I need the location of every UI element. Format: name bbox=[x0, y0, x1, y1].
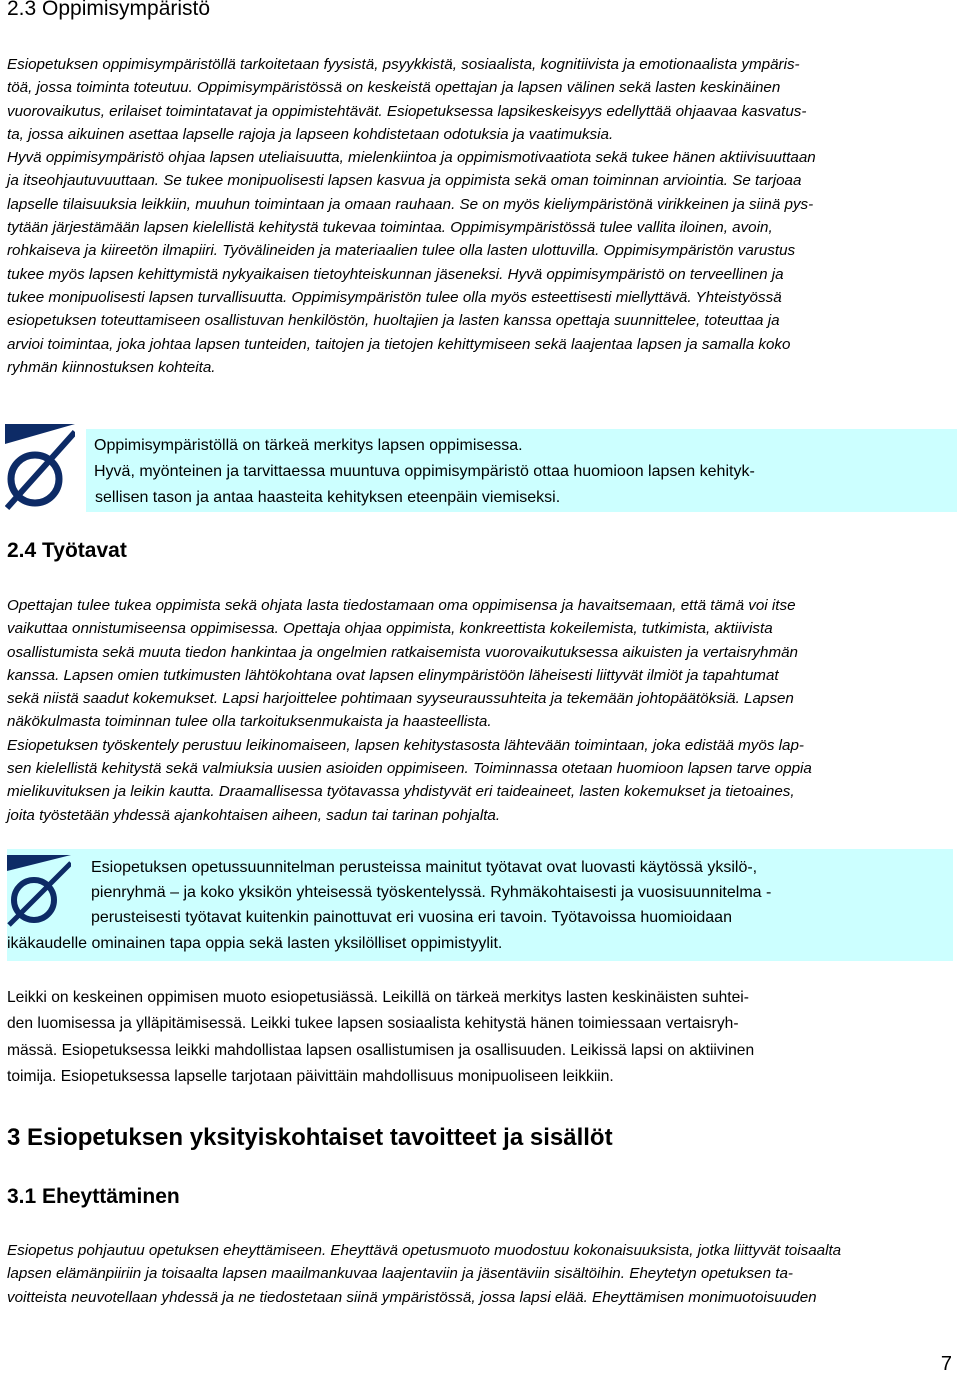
paragraph-line: tukee monipuolisesti lapsen turvallisuutta. Oppimisympäristön tulee olla myös esteettisesti miellyttävä. Yhteistyössä bbox=[7, 288, 782, 306]
paragraph-line: ryhmän kiinnostuksen kohteita. bbox=[7, 358, 216, 376]
paragraph-line: mielikuvituksen ja leikin kautta. Draamallisessa työtavassa yhdistyvät eri taideaineet, lasten kokemukset ja tietoaines, bbox=[7, 783, 795, 801]
paragraph-line: kanssa. Lapsen omien tutkimusten lähtökohtana ovat lapsen elinympäristöön läheisesti liittyvät ilmiöt ja tapahtumat bbox=[7, 666, 779, 684]
callout-line: sellisen tason ja antaa haasteita kehityksen eteenpäin viemiseksi. bbox=[95, 489, 561, 506]
callout-line: ikäkaudelle ominainen tapa oppia sekä lasten yksilölliset oppimistyylit. bbox=[7, 935, 503, 952]
paragraph-line: arvioi toimintaa, joka johtaa lapsen tunteiden, taitojen ja tietojen kehittymiseen sekä laajentaa lapsen ja samalla koko bbox=[7, 335, 791, 353]
callout-line: Oppimisympäristöllä on tärkeä merkitys lapsen oppimisessa. bbox=[94, 437, 523, 454]
section-3-1-paragraph bbox=[7, 1239, 949, 1309]
paragraph-line: Esiopetus pohjautuu opetuksen eheyttämiseen. Eheyttävä opetusmuoto muodostuu kokonaisuuksista, jotka liittyvät toisaalta bbox=[7, 1242, 842, 1259]
section-2-3-paragraph bbox=[7, 53, 949, 379]
info-callout-box-2 bbox=[7, 849, 953, 961]
callout-line: Hyvä, myönteinen ja tarvittaessa muuntuva oppimisympäristö ottaa huomioon lapsen kehityk- bbox=[94, 463, 755, 480]
paragraph-line: lapselle tilaisuuksia leikkiin, muuhun toimintaan ja omaan rauhaan. Se on myös kieliympäristönä virikkeinen ja siinä pys- bbox=[7, 195, 814, 213]
paragraph-line: sekä niistä saadut kokemukset. Lapsi harjoittelee pohtimaan syyseuraussuhteita ja tekemään johtopäätöksiä. Lapsen bbox=[7, 690, 794, 708]
paragraph-line: Esiopetuksen oppimisympäristöllä tarkoitetaan fyysistä, psyykkistä, sosiaalista, kognitiivista ja emotionaalista ympäris- bbox=[7, 56, 800, 73]
paragraph-line: Hyvä oppimisympäristö ohjaa lapsen uteliaisuutta, mielenkiintoa ja oppimismotivaatiota sekä tukee hänen aktiivisuuttaan bbox=[7, 149, 816, 167]
paragraph-line: osallistumista sekä muuta tiedon hankintaa ja ongelmien ratkaisemista vuorovaikutuksessa aikuisten ja vertaisryhmän bbox=[7, 643, 798, 661]
paragraph-line: töä, jossa toiminta toteutuu. Oppimisympäristössä on keskeistä opettajan ja lapsen välinen sekä lasten keskinäinen bbox=[7, 79, 781, 97]
play-paragraph bbox=[7, 985, 949, 1090]
section-3-1-heading: 3.1 Eheyttäminen bbox=[7, 1185, 180, 1208]
paragraph-line: Leikki on keskeinen oppimisen muoto esiopetusiässä. Leikillä on tärkeä merkitys lasten keskinäisten suhtei- bbox=[7, 989, 749, 1006]
info-callout-box bbox=[86, 429, 957, 512]
paragraph-line: sen kielellistä kehitystä sekä valmiuksia uusien asioiden oppimiseen. Toiminnassa otetaan huomioon lapsen tarve oppia bbox=[7, 760, 812, 778]
paragraph-line: rohkaiseva ja kiireetön ilmapiiri. Työvälineiden ja materiaalien tulee olla lasten ulottuvilla. Oppimisympäristön varustus bbox=[7, 242, 796, 260]
diagonal-circle-logo-icon bbox=[7, 855, 71, 927]
section-3-heading: 3 Esiopetuksen yksityiskohtaiset tavoitteet ja sisällöt bbox=[7, 1124, 613, 1151]
diagonal-circle-logo-icon bbox=[5, 424, 75, 512]
paragraph-line: toimija. Esiopetuksessa lapselle tarjotaan päivittäin mahdollisuus monipuoliseen leikkiin. bbox=[7, 1067, 614, 1085]
callout-line: pienryhmä – ja koko yksikön yhteisessä työskentelyssä. Ryhmäkohtaisesti ja vuosisuunnitelma - bbox=[91, 884, 772, 901]
paragraph-line: tytään järjestämään lapsen kielellistä kehitystä tukevaa toimintaa. Oppimisympäristössä tulee vallita iloinen, avoin, bbox=[7, 219, 773, 237]
paragraph-line: ta, jossa aikuinen asettaa lapselle rajoja ja lapseen kohdistetaan odotuksia ja vaatimuksia. bbox=[7, 125, 614, 143]
paragraph-line: den luomisessa ja ylläpitämisessä. Leikki tukee lapsen sosiaalista kehitystä hänen toimiessaan vertaisryh- bbox=[7, 1015, 739, 1033]
paragraph-line: Esiopetuksen työskentely perustuu leikinomaiseen, lapsen kehitystasosta lähtevään toimintaan, joka edistää myös lap- bbox=[7, 736, 804, 754]
paragraph-line: joita työstetään yhdessä ajankohtaisen aiheen, sadun tai tarinan pohjalta. bbox=[7, 806, 501, 824]
paragraph-line: mässä. Esiopetuksessa leikki mahdollistaa lapsen osallistumisen ja osallisuuden. Leikissä lapsi on aktiivinen bbox=[7, 1041, 755, 1059]
section-2-3-heading: 2.3 Oppimisympäristö bbox=[7, 0, 211, 20]
page-number: 7 bbox=[940, 1353, 952, 1375]
paragraph-line: voitteista neuvotellaan yhdessä ja ne tiedostetaan siinä ympäristössä, jossa lapsi elää. Eheyttämisen monimuotoisuuden bbox=[7, 1288, 817, 1306]
paragraph-line: ja itseohjautuvuuttaan. Se tukee monipuolisesti lapsen kasvua ja oppimista sekä oman toiminnan arviointia. Se tarjoaa bbox=[7, 172, 802, 190]
section-2-4-heading: 2.4 Työtavat bbox=[7, 539, 127, 562]
paragraph-line: vaikuttaa onnistumiseensa oppimisessa. Opettaja ohjaa oppimista, konkreettista kokeilemista, tutkimista, aktiivista bbox=[7, 620, 773, 638]
callout-line: Esiopetuksen opetussuunnitelman perusteissa mainitut työtavat ovat luovasti käytössä yksilö-, bbox=[91, 859, 758, 876]
paragraph-line: tukee myös lapsen kehittymistä nykyaikaisen tietoyhteiskunnan jäseneksi. Hyvä oppimisympäristö on terveellinen ja bbox=[7, 265, 784, 283]
paragraph-line: vuorovaikutus, erilaiset toimintatavat ja oppimistehtävät. Esiopetuksessa lapsikeskeisyys edellyttää ohjaavaa kasvatus- bbox=[7, 102, 807, 120]
paragraph-line: lapsen elämänpiiriin ja toisaalta lapsen maailmankuvaa laajentaviin ja jäsentäviin sisältöihin. Eheytetyn opetuksen ta- bbox=[7, 1265, 793, 1283]
paragraph-line: esiopetuksen toteuttamiseen osallistuvan henkilöstön, huoltajien ja lasten kanssa opettaja suunnittelee, toteuttaa ja bbox=[7, 312, 780, 330]
paragraph-line: näkökulmasta toiminnan tulee olla tarkoituksenmukaista ja haasteellista. bbox=[7, 713, 492, 731]
section-2-4-paragraph bbox=[7, 594, 949, 827]
paragraph-line: Opettajan tulee tukea oppimista sekä ohjata lasta tiedostamaan oma oppimisensa ja havaitsemaan, että tämä voi itse bbox=[7, 597, 796, 614]
callout-line: perusteisesti työtavat kuitenkin painottuvat eri vuosina eri tavoin. Työtavoissa huomioidaan bbox=[91, 909, 732, 926]
